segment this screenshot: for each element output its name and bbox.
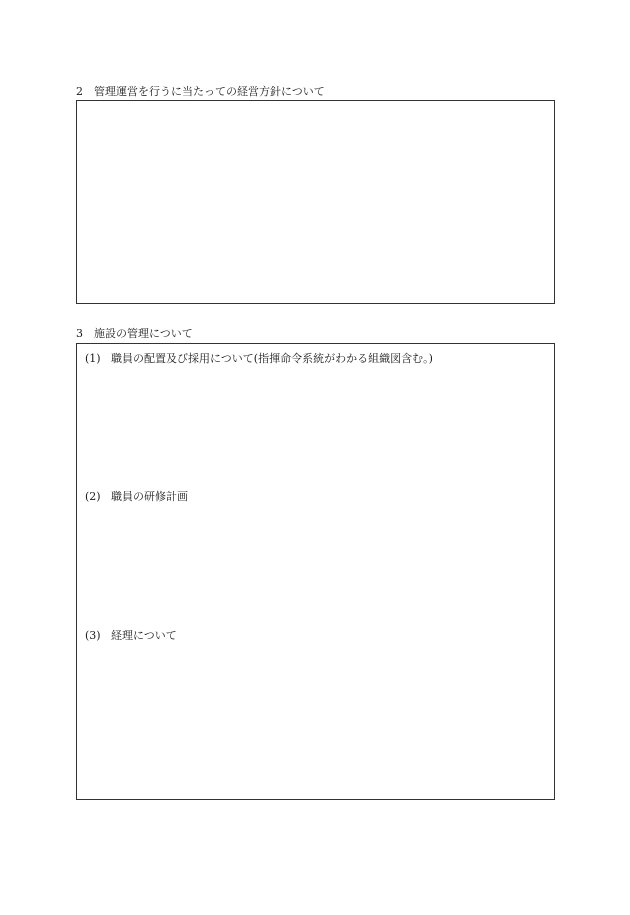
item-staff-placement	[85, 352, 433, 366]
item-3-number: (3)	[85, 629, 101, 642]
item-2-number: (2)	[85, 490, 101, 503]
item-staff-training	[85, 490, 188, 504]
section-3-number: 3	[76, 327, 83, 340]
item-3-label: 経理について	[111, 629, 177, 642]
item-2-label: 職員の研修計画	[111, 490, 188, 503]
section-2-title: 管理運営を行うに当たっての経営方針について	[94, 85, 325, 98]
section-3-answer-box	[76, 343, 555, 800]
item-1-number: (1)	[85, 352, 101, 365]
section-2-answer-box	[76, 100, 555, 304]
section-2-heading	[76, 85, 325, 99]
section-2-number: 2	[76, 85, 83, 98]
section-3-heading	[76, 327, 193, 341]
item-accounting	[85, 629, 177, 643]
section-3-title: 施設の管理について	[94, 327, 193, 340]
item-1-label: 職員の配置及び採用について(指揮命令系統がわかる組織図含む。)	[111, 352, 433, 365]
